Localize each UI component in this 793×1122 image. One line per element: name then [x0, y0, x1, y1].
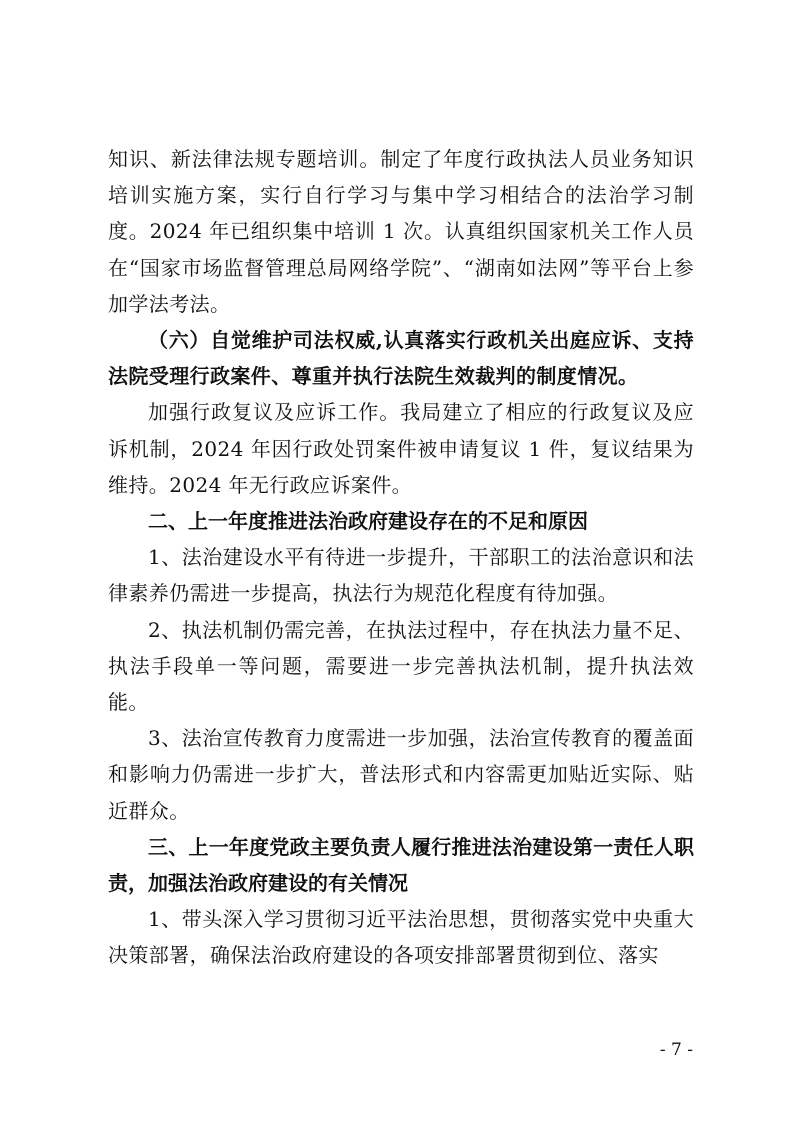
paragraph-shortcoming-1: 1、法治建设水平有待进一步提升，干部职工的法治意识和法律素养仍需进一步提高，执法行为规范化程度有待加强。 — [108, 545, 694, 606]
paragraph-responsibility-1: 1、带头深入学习贯彻习近平法治思想，贯彻落实党中央重大决策部署，确保法治政府建设的各项安排部署贯彻到位、落实 — [108, 907, 694, 968]
subheading-judicial-authority: （六）自觉维护司法权威,认真落实行政机关出庭应诉、支持法院受理行政案件、尊重并执行法院生效裁判的制度情况。 — [108, 328, 694, 389]
section-heading-shortcomings: 二、上一年度推进法治政府建设存在的不足和原因 — [148, 509, 588, 534]
section-heading-responsibility: 三、上一年度党政主要负责人履行推进法治建设第一责任人职责，加强法治政府建设的有关情况 — [108, 834, 694, 896]
paragraph-shortcoming-3: 3、法治宣传教育力度需进一步加强，法治宣传教育的覆盖面和影响力仍需进一步扩大，普法形式和内容需更加贴近实际、贴近群众。 — [108, 726, 694, 823]
paragraph-training: 知识、新法律法规专题培训。制定了年度行政执法人员业务知识培训实施方案，实行自行学习与集中学习相结合的法治学习制度。2024 年已组织集中培训 1 次。认真组织国家机关工作人员在“国家市场监督管理总局网络学院”、“湖南如法网”等平台上参加学法考法。 — [108, 147, 694, 316]
paragraph-review: 加强行政复议及应诉工作。我局建立了相应的行政复议及应诉机制，2024 年因行政处罚案件被申请复议 1 件，复议结果为维持。2024 年无行政应诉案件。 — [108, 400, 694, 497]
document-body — [108, 141, 694, 974]
page-number: - 7 - — [659, 1040, 693, 1060]
paragraph-shortcoming-2: 2、执法机制仍需完善，在执法过程中，存在执法力量不足、执法手段单一等问题，需要进一步完善执法机制，提升执法效能。 — [108, 617, 694, 715]
